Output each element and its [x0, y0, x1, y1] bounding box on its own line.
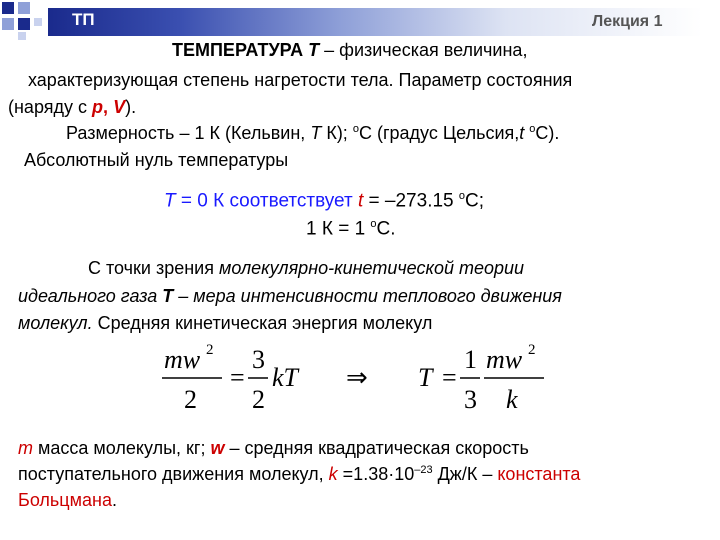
- kinetic-line-3: [18, 313, 432, 334]
- param-V: V: [113, 97, 126, 117]
- eq-b: = –273.15: [368, 190, 454, 212]
- eq2-o: o: [370, 218, 377, 230]
- intro-line3-post: ).: [125, 97, 137, 117]
- param-comma: ,: [103, 97, 109, 117]
- intro-line1-rest: – физическая величина,: [324, 40, 528, 60]
- f-mw2: mw: [486, 345, 523, 374]
- f-three2: 3: [464, 385, 477, 414]
- f-two1: 2: [184, 385, 197, 414]
- def-l2a: поступательного движения молекул,: [18, 464, 324, 484]
- def-l2c: Дж/К –: [437, 464, 493, 484]
- definitions-line-2: [18, 464, 580, 485]
- l4-t: t: [519, 123, 525, 143]
- def-k: k: [328, 464, 338, 484]
- l4-pre: Размерность – 1 К (Кельвин,: [66, 123, 306, 143]
- symbol-T: T: [308, 40, 320, 60]
- f-three: 3: [252, 345, 265, 374]
- kinetic-line-1: [88, 258, 524, 279]
- lecture-label: Лекция 1: [592, 13, 663, 30]
- k2-T: T: [162, 286, 174, 306]
- l4-end: С).: [535, 123, 560, 143]
- k2-a: идеального газа: [18, 286, 158, 306]
- eq-T: T: [164, 190, 176, 212]
- def-l2b: =1.38·10: [342, 464, 415, 484]
- k1-it: молекулярно-кинетической теории: [219, 258, 525, 278]
- def-exp: –23: [414, 464, 433, 476]
- f-mw: mw: [164, 345, 201, 374]
- equivalence-line-2: [306, 218, 396, 240]
- def-l1b: – средняя квадратическая скорость: [229, 438, 529, 458]
- k3-it: молекул.: [18, 313, 93, 333]
- f-eq1: =: [230, 363, 245, 392]
- k2-b: – мера интенсивности теплового движения: [178, 286, 562, 306]
- l4-o1: o: [352, 123, 359, 135]
- param-p: p: [92, 97, 104, 117]
- f-sq2: 2: [528, 342, 536, 358]
- k1-a: С точки зрения: [88, 258, 214, 278]
- kinetic-line-2: [18, 286, 562, 307]
- eq2-c: С.: [376, 218, 396, 240]
- l4-mid: К);: [326, 123, 348, 143]
- intro-line-1: [172, 40, 527, 61]
- def-const2: Больцмана: [18, 490, 112, 510]
- f-T: T: [418, 363, 433, 392]
- equivalence-line-1: [164, 190, 484, 212]
- def-m: m: [18, 438, 33, 458]
- def-l1a: масса молекулы, кг;: [38, 438, 206, 458]
- definitions-line-3: [18, 490, 117, 511]
- intro-line3-pre: (наряду с: [8, 97, 88, 117]
- eq-a: = 0 К соответствует: [180, 190, 353, 212]
- intro-line-3: [8, 97, 136, 118]
- def-const1: константа: [497, 464, 581, 484]
- f-two2: 2: [252, 385, 265, 414]
- intro-line-5: Абсолютный нуль температуры: [24, 150, 289, 170]
- def-w: w: [210, 438, 225, 458]
- intro-line-4: [66, 123, 559, 144]
- eq-t: t: [357, 190, 364, 212]
- eq-c: С;: [465, 190, 485, 212]
- f-kT: kT: [272, 363, 298, 392]
- f-k: k: [506, 385, 518, 414]
- kinetic-energy-formula: [160, 340, 560, 420]
- eq2-a: 1 К = 1: [306, 218, 366, 240]
- definitions-line-1: [18, 438, 529, 459]
- eq-o: o: [458, 190, 466, 202]
- f-implies: ⇒: [346, 363, 368, 392]
- def-dot: .: [111, 490, 117, 510]
- k3-rest: Средняя кинетическая энергия молекул: [97, 313, 433, 333]
- l4-T: T: [310, 123, 322, 143]
- f-eq2: =: [442, 363, 457, 392]
- heading: ТЕМПЕРАТУРА: [172, 40, 304, 60]
- f-one: 1: [464, 345, 477, 374]
- brand-label: ТП: [72, 10, 95, 29]
- intro-line-2: характеризующая степень нагретости тела. Параметр состояния: [28, 70, 573, 90]
- f-sq1: 2: [206, 342, 214, 358]
- l4-mid2: С (градус Цельсия,: [358, 123, 520, 143]
- l4-o2: o: [529, 123, 536, 135]
